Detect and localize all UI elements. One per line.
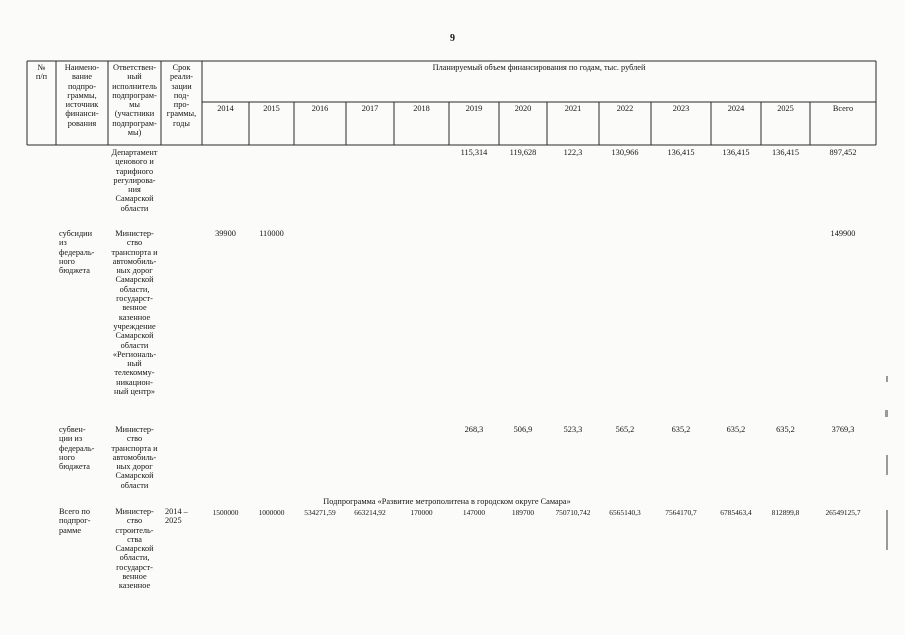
header-year: 2017 xyxy=(361,104,379,113)
cell-value: 635,2 xyxy=(671,425,691,434)
row-source: Всего по подпрог- рамме xyxy=(59,507,91,535)
row-responsible: Министер- ство строитель- ства Самарской области, государст- венное казенное xyxy=(115,507,154,591)
cell-total: 149900 xyxy=(830,229,856,238)
header-funding-title: Планируемый объем финансирования по годам, тыс. рублей xyxy=(432,63,646,72)
row-term: 2014 – 2025 xyxy=(165,507,188,526)
scan-artifact xyxy=(886,510,888,550)
cell-total: 897,452 xyxy=(829,148,857,157)
cell-value: 750710,742 xyxy=(555,508,591,517)
cell-value: 136,415 xyxy=(667,148,695,157)
cell-value: 7564170,7 xyxy=(665,508,697,517)
cell-value: 663214,92 xyxy=(354,508,386,517)
cell-total: 26549125,7 xyxy=(825,508,861,517)
cell-value: 130,966 xyxy=(611,148,639,157)
header-year: 2020 xyxy=(514,104,532,113)
header-col-number: № п/п xyxy=(35,63,48,82)
scan-artifact xyxy=(885,410,888,417)
cell-value: 110000 xyxy=(259,229,284,238)
scan-artifact xyxy=(886,376,888,382)
cell-value: 170000 xyxy=(410,508,433,517)
page-number: 9 xyxy=(450,33,455,44)
cell-value: 523,3 xyxy=(563,425,583,434)
row-responsible: Департамент ценового и тарифного регулирова- ния Самарской области xyxy=(111,148,158,213)
cell-value: 6785463,4 xyxy=(720,508,752,517)
cell-value: 189700 xyxy=(511,508,535,517)
header-year: 2021 xyxy=(564,104,582,113)
cell-value: 119,628 xyxy=(509,148,537,157)
row-source: субвен- ции из федераль- ного бюджета xyxy=(59,425,95,472)
header-year-total: Всего xyxy=(832,104,854,113)
header-col-responsible: Ответствен- ный исполнитель подпрограм- мы (участники подпрограм- мы) xyxy=(112,63,157,138)
cell-value: 39900 xyxy=(215,229,236,238)
cell-value: 136,415 xyxy=(722,148,750,157)
cell-value: 565,2 xyxy=(615,425,635,434)
cell-value: 635,2 xyxy=(776,425,795,434)
cell-value: 6565140,3 xyxy=(609,508,641,517)
cell-value: 147000 xyxy=(462,508,486,517)
header-year: 2019 xyxy=(465,104,483,113)
cell-value: 268,3 xyxy=(464,425,484,434)
header-year: 2014 xyxy=(217,104,234,113)
cell-value: 122,3 xyxy=(563,148,583,157)
header-year: 2024 xyxy=(727,104,745,113)
cell-value: 1500000 xyxy=(212,508,239,517)
header-year: 2015 xyxy=(263,104,280,113)
scan-artifact xyxy=(886,455,888,475)
cell-value: 635,2 xyxy=(726,425,746,434)
subprogram-title: Подпрограмма «Развитие метрополитена в городском округе Самара» xyxy=(323,497,571,506)
cell-total: 3769,3 xyxy=(831,425,855,434)
cell-value: 136,415 xyxy=(772,148,799,157)
cell-value: 115,314 xyxy=(460,148,488,157)
header-col-term: Срок реали- зации под- про- граммы, годы xyxy=(166,63,197,128)
cell-value: 534271,59 xyxy=(304,508,336,517)
row-responsible: Министер- ство транспорта и автомобиль- ных дорог Самарской области, государст- венное казенное учреждение Самарской области «Региональ- ный телекомму- никацион- ный центр» xyxy=(111,229,158,397)
row-responsible: Министер- ство транспорта и автомобиль- ных дорог Самарской области xyxy=(111,425,158,490)
header-year: 2022 xyxy=(616,104,634,113)
header-year: 2018 xyxy=(413,104,430,113)
header-year: 2025 xyxy=(777,104,794,113)
header-year: 2023 xyxy=(672,104,690,113)
header-col-name: Наимено- вание подпро- граммы, источник финанси- рования xyxy=(64,63,100,128)
cell-value: 812899,8 xyxy=(771,508,800,517)
row-source: субсидии из федераль- ного бюджета xyxy=(59,229,95,276)
cell-value: 506,9 xyxy=(513,425,533,434)
header-year: 2016 xyxy=(311,104,329,113)
cell-value: 1000000 xyxy=(258,508,285,517)
